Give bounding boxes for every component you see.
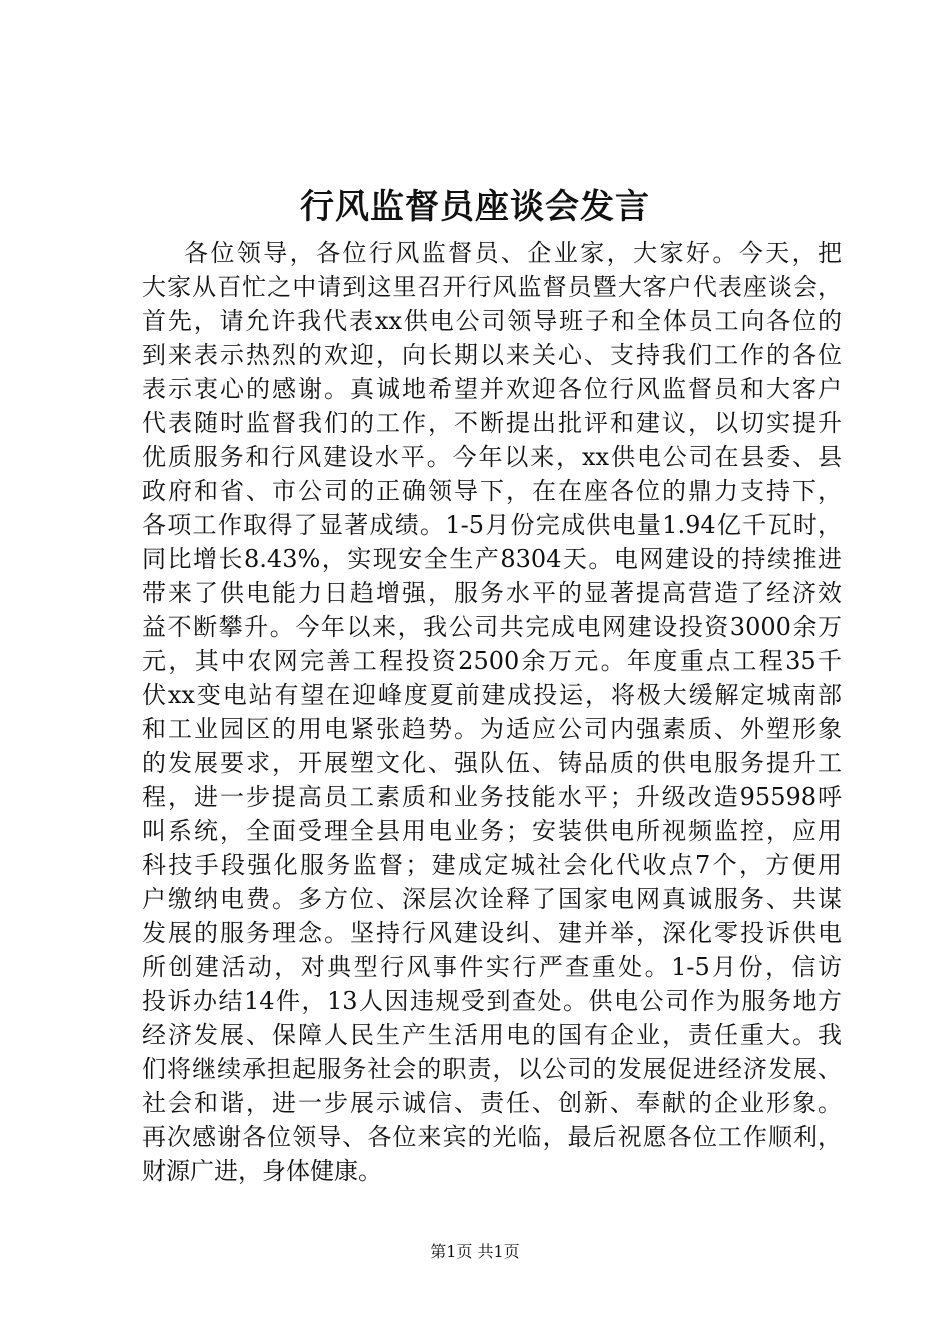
document-body (142, 236, 842, 1188)
paragraph-line: 程，进一步提高员工素质和业务技能水平；升级改造95598呼 (142, 783, 842, 811)
paragraph-line: 经济发展、保障人民生产生活用电的国有企业，责任重大。我 (142, 1021, 842, 1049)
paragraph-line: 益不断攀升。今年以来，我公司共完成电网建设投资3000余万 (142, 613, 842, 641)
paragraph-line: 发展的服务理念。坚持行风建设纠、建并举，深化零投诉供电 (142, 919, 842, 947)
paragraph-line: 财源广进，身体健康。 (142, 1157, 382, 1185)
paragraph-line: 各项工作取得了显著成绩。1-5月份完成供电量1.94亿千瓦时， (142, 511, 842, 539)
paragraph-line: 表示衷心的感谢。真诚地希望并欢迎各位行风监督员和大客户 (142, 375, 842, 403)
paragraph-line: 政府和省、市公司的正确领导下，在在座各位的鼎力支持下， (142, 477, 842, 505)
page-footer: 第1页 共1页 (430, 1242, 520, 1261)
paragraph-line: 户缴纳电费。多方位、深层次诠释了国家电网真诚服务、共谋 (142, 885, 842, 913)
paragraph-line: 所创建活动，对典型行风事件实行严查重处。1-5月份，信访 (142, 953, 842, 981)
paragraph-line: 代表随时监督我们的工作，不断提出批评和建议，以切实提升 (142, 409, 842, 437)
paragraph-line: 科技手段强化服务监督；建成定城社会化代收点7个，方便用 (142, 851, 842, 879)
document-title: 行风监督员座谈会发言 (300, 187, 650, 227)
paragraph-line: 和工业园区的用电紧张趋势。为适应公司内强素质、外塑形象 (142, 715, 842, 743)
paragraph-line: 到来表示热烈的欢迎，向长期以来关心、支持我们工作的各位 (142, 341, 842, 369)
paragraph-line: 社会和谐，进一步展示诚信、责任、创新、奉献的企业形象。 (142, 1089, 842, 1117)
paragraph-line: 再次感谢各位领导、各位来宾的光临，最后祝愿各位工作顺利， (142, 1123, 842, 1151)
paragraph-line: 同比增长8.43%，实现安全生产8304天。电网建设的持续推进 (142, 545, 842, 573)
paragraph-line: 伏xx变电站有望在迎峰度夏前建成投运，将极大缓解定城南部 (142, 681, 842, 709)
paragraph-line: 叫系统，全面受理全县用电业务；安装供电所视频监控，应用 (142, 817, 842, 845)
paragraph-line: 优质服务和行风建设水平。今年以来，xx供电公司在县委、县 (142, 443, 842, 471)
paragraph-line: 带来了供电能力日趋增强，服务水平的显著提高营造了经济效 (142, 579, 842, 607)
paragraph-line: 们将继续承担起服务社会的职责，以公司的发展促进经济发展、 (142, 1055, 842, 1083)
paragraph-line: 投诉办结14件，13人因违规受到查处。供电公司作为服务地方 (142, 987, 842, 1015)
paragraph-line: 的发展要求，开展塑文化、强队伍、铸品质的供电服务提升工 (142, 749, 842, 777)
paragraph-line: 大家从百忙之中请到这里召开行风监督员暨大客户代表座谈会， (142, 273, 842, 301)
paragraph-line: 元，其中农网完善工程投资2500余万元。年度重点工程35千 (142, 647, 842, 675)
paragraph-line: 首先，请允许我代表xx供电公司领导班子和全体员工向各位的 (142, 307, 842, 335)
paragraph-line: 各位领导，各位行风监督员、企业家，大家好。今天，把 (184, 239, 842, 267)
